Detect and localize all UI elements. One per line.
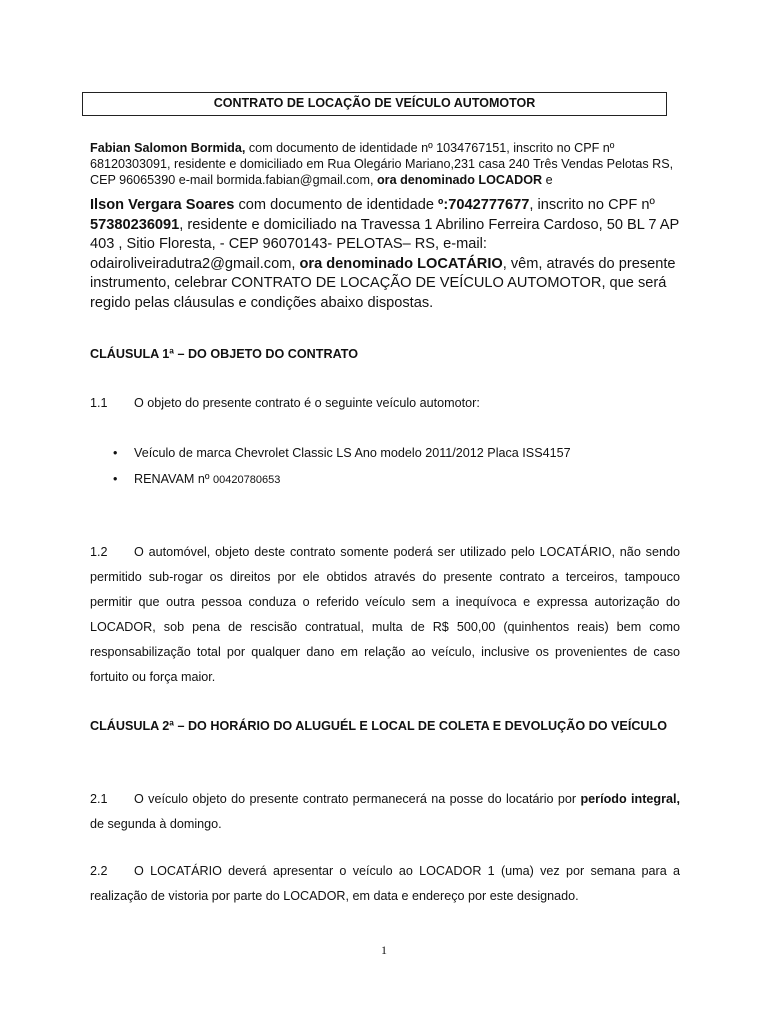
item-text: O objeto do presente contrato é o seguinte veículo automotor:: [134, 396, 480, 410]
locatario-cpf-text: , inscrito no CPF nº: [529, 197, 655, 213]
item-2-1: [90, 787, 680, 837]
clause-2-heading: CLÁUSULA 2ª – DO HORÁRIO DO ALUGUÉL E LOCAL DE COLETA E DEVOLUÇÃO DO VEÍCULO: [90, 719, 668, 733]
locatario-doc-text: com documento de identidade: [234, 197, 439, 213]
item-2-2: [90, 859, 680, 909]
intro-closing: , vêm, através do presente instrumento, celebrar CONTRATO DE LOCAÇÃO DE VEÍCULO AUTOMOTOR, que será regido pelas cláusulas e condições abaixo dispostas.: [90, 255, 676, 311]
item-text-after: de segunda à domingo.: [90, 817, 222, 831]
item-bold-text: período integral,: [580, 792, 680, 806]
intro-locatario-paragraph: [90, 196, 680, 313]
locador-details: com documento de identidade nº 1034767151, inscrito no CPF nº 68120303091, residente e domiciliado em Rua Olegário Mariano,231 casa 240 Três Vendas Pelotas RS, CEP 96065390 e-mail bormida.fabian@gmail.com,: [90, 141, 674, 187]
bullet-icon: •: [113, 446, 118, 460]
locador-name: Fabian Salomon Bormida,: [90, 141, 246, 155]
page-number: 1: [381, 943, 387, 957]
contract-title: CONTRATO DE LOCAÇÃO DE VEÍCULO AUTOMOTOR: [82, 92, 667, 116]
locador-role: ora denominado LOCADOR: [376, 173, 543, 187]
list-item: [90, 467, 680, 493]
item-number: 2.2: [90, 864, 108, 878]
bullet-icon: •: [113, 472, 118, 486]
item-text: O automóvel, objeto deste contrato somente poderá ser utilizado pelo LOCATÁRIO, não sendo permitido sub-rogar os direitos por ele obtidos através do presente contrato a terceiros, tampouco permitir que outra pessoa conduza o referido veículo sem a inequívoca e expressa autorização do LOCADOR, sob pena de rescisão contratual, multa de R$ 500,00 (quinhentos reais) bem como responsabilização total por qualquer dano em relação ao veículo, inclusive os provenientes de caso fortuito ou força maior.: [90, 545, 680, 684]
intro-locador-paragraph: [90, 140, 680, 188]
locatario-cpf-number: 57380236091: [90, 216, 180, 233]
connector-text: e: [542, 173, 553, 187]
vehicle-bullet-list: [90, 441, 680, 493]
item-text: O veículo objeto do presente contrato permanecerá na posse do locatário por: [134, 792, 581, 806]
item-number: 1.2: [90, 545, 108, 559]
locatario-name: Ilson Vergara Soares: [90, 197, 235, 213]
item-text: O LOCATÁRIO deverá apresentar o veículo ao LOCADOR 1 (uma) vez por semana para a realização de vistoria por parte do LOCADOR, em data e endereço por este designado.: [90, 864, 680, 903]
clause-1-heading: CLÁUSULA 1ª – DO OBJETO DO CONTRATO: [90, 347, 358, 361]
item-1-2: [90, 540, 680, 690]
list-item: [90, 441, 680, 467]
locatario-doc-number: º:7042777677: [438, 197, 530, 213]
item-number: 2.1: [90, 792, 108, 806]
bullet-text: RENAVAM nº: [134, 472, 214, 486]
bullet-text: Veículo de marca Chevrolet Classic LS Ano modelo 2011/2012 Placa ISS4157: [134, 446, 571, 460]
item-1-1: [90, 391, 680, 416]
renavam-number: 00420780653: [213, 474, 281, 486]
locatario-address: , residente e domiciliado na Travessa 1 Abrilino Ferreira Cardoso, 50 BL 7 AP 403 , Sitio Floresta, - CEP 96070143- PELOTAS– RS, e-mail: odairoliveiradutra2@gmail.com,: [90, 216, 679, 272]
item-number: 1.1: [90, 396, 108, 410]
locatario-role: ora denominado LOCATÁRIO: [299, 255, 503, 272]
